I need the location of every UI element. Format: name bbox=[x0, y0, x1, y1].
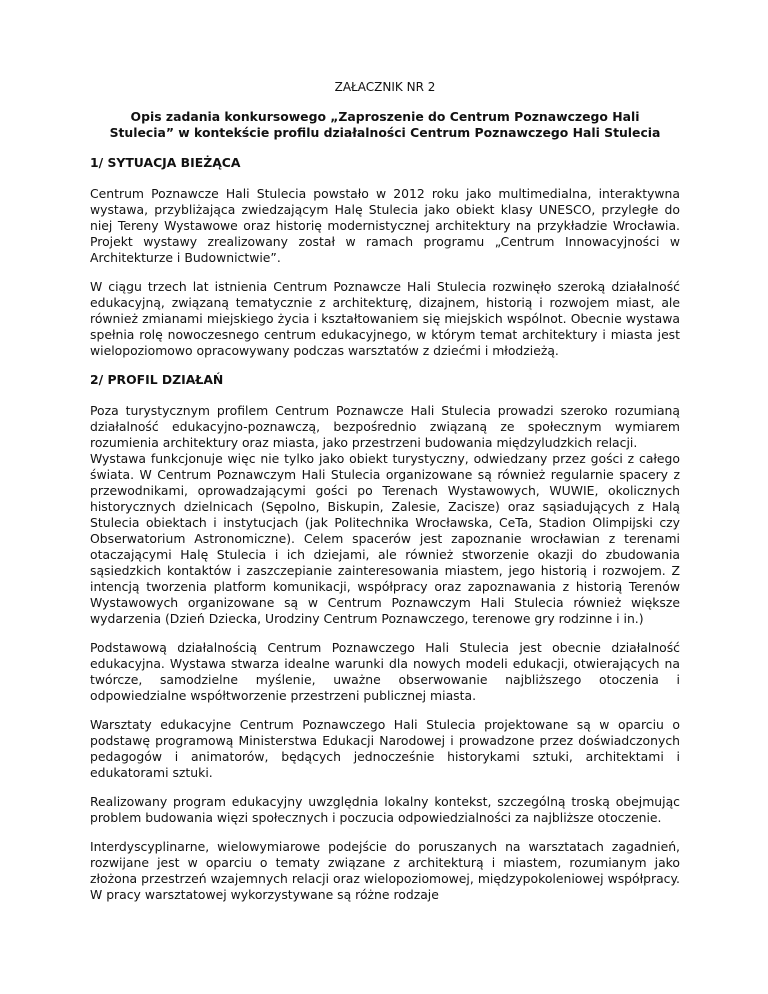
section-1-heading: 1/ SYTUACJA BIEŻĄCA bbox=[90, 155, 241, 170]
document-title-line-2: Stulecia” w kontekście profilu działalności Centrum Poznawczego Hali Stulecia bbox=[109, 125, 661, 140]
section-2-paragraph-1: Poza turystycznym profilem Centrum Poznawcze Hali Stulecia prowadzi szeroko rozumianą działalność edukacyjno-poznawczą, bezpośrednio związaną ze społecznym wymiarem rozumienia architektury oraz miasta, jako przestrzeni budowania międzyludzkich relacji. bbox=[90, 403, 680, 450]
section-1-paragraph-2: W ciągu trzech lat istnienia Centrum Poznawcze Hali Stulecia rozwinęło szeroką działalność edukacyjną, związaną tematycznie z architekturę, dizajnem, historią i rozwojem miast, ale również zmianami miejskiego życia i kształtowaniem się miejskich wspólnot. Obecnie wystawa spełnia rolę nowoczesnego centrum edukacyjnego, w którym temat architektury i miasta jest wielopoziomowo opracowywany podczas warsztatów z dziećmi i młodzieżą. bbox=[90, 279, 680, 358]
document-page bbox=[90, 78, 680, 916]
section-2-heading: 2/ PROFIL DZIAŁAŃ bbox=[90, 372, 224, 387]
document-title-line-1: Opis zadania konkursowego „Zaproszenie do Centrum Poznawczego Hali bbox=[130, 109, 640, 124]
document-title bbox=[90, 109, 680, 141]
section-2-paragraph-4: Warsztaty edukacyjne Centrum Poznawczego Hali Stulecia projektowane są w oparciu o podstawę programową Ministerstwa Edukacji Narodowej i prowadzone przez doświadczonych pedagogów i animatorów, będących jednocześnie historykami sztuki, architektami i edukatorami sztuki. bbox=[90, 717, 680, 780]
section-2-paragraph-2: Wystawa funkcjonuje więc nie tylko jako obiekt turystyczny, odwiedzany przez gości z całego świata. W Centrum Poznawczym Hali Stulecia organizowane są również regularnie spacery z przewodnikami, oprowadzającymi gości po Terenach Wystawowych, WUWIE, okolicznych historycznych dzielnicach (Sępolno, Biskupin, Zalesie, Zacisze) oraz sąsiadujących z Halą Stulecia obiektach i instytucjach (jak Politechnika Wrocławska, CeTa, Stadion Olimpijski czy Obserwatorium Astronomiczne). Celem spacerów jest zapoznanie wrocławian z terenami otaczającymi Halę Stulecia i ich dziejami, ale również stworzenie okazji do zbudowania sąsiedzkich kontaktów i zaszczepianie zainteresowania miastem, jego historią i rozwojem. Z intencją tworzenia platform komunikacji, współpracy oraz zapoznawania z historią Terenów Wystawowych organizowane są w Centrum Poznawczym Hali Stulecia również większe wydarzenia (Dzień Dziecka, Urodziny Centrum Poznawczego, terenowe gry rodzinne i in.) bbox=[90, 451, 680, 626]
attachment-label: ZAŁACZNIK NR 2 bbox=[334, 80, 436, 94]
section-2-paragraph-3: Podstawową działalnością Centrum Poznawczego Hali Stulecia jest obecnie działalność edukacyjna. Wystawa stwarza idealne warunki dla nowych modeli edukacji, otwierających na twórcze, samodzielne myślenie, uważne obserwowanie najbliższego otoczenia i odpowiedzialne współtworzenie przestrzeni publicznej miasta. bbox=[90, 640, 680, 703]
section-1-paragraph-1: Centrum Poznawcze Hali Stulecia powstało w 2012 roku jako multimedialna, interaktywna wystawa, przybliżająca zwiedzającym Halę Stulecia jako obiekt klasy UNESCO, przyległe do niej Tereny Wystawowe oraz historię modernistycznej architektury na przykładzie Wrocławia. Projekt wystawy zrealizowany został w ramach programu „Centrum Innowacyjności w Architekturze i Budownictwie”. bbox=[90, 186, 680, 265]
section-2-paragraph-6: Interdyscyplinarne, wielowymiarowe podejście do poruszanych na warsztatach zagadnień, rozwijane jest w oparciu o tematy związane z architekturą i miastem, rozumianym jako złożona przestrzeń wzajemnych relacji oraz wielopoziomowej, międzypokoleniowej współpracy. W pracy warsztatowej wykorzystywane są różne rodzaje bbox=[90, 839, 680, 902]
section-2-paragraph-5: Realizowany program edukacyjny uwzględnia lokalny kontekst, szczególną troską obejmując problem budowania więzi społecznych i poczucia odpowiedzialności za najbliższe otoczenie. bbox=[90, 794, 680, 825]
